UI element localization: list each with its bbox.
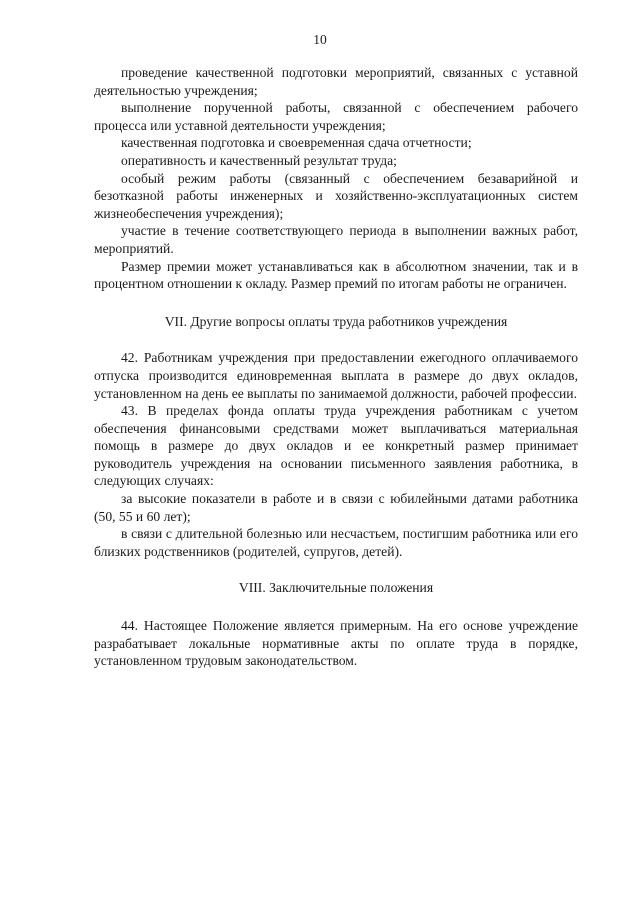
section-8-heading: VIII. Заключительные положения bbox=[238, 580, 434, 596]
paragraph-43-case-2: в связи с длительной болезнью или несчастьем, постигшим работника или его близких родственников (родителей, супругов, детей). bbox=[94, 526, 578, 559]
list-item: особый режим работы (связанный с обеспечением безаварийной и безотказной работы инженерных и хозяйственно-эксплуатационных систем жизнеобеспечения учреждения); bbox=[94, 170, 578, 221]
list-item: оперативность и качественный результат труда; bbox=[121, 152, 397, 168]
section-7-heading: VII. Другие вопросы оплаты труда работников учреждения bbox=[164, 313, 508, 329]
list-item: проведение качественной подготовки мероприятий, связанных с уставной деятельностью учреждения; bbox=[94, 65, 578, 98]
bonus-size-paragraph: Размер премии может устанавливаться как в абсолютном значении, так и в процентном отношении к окладу. Размер премий по итогам работы не ограничен. bbox=[94, 258, 578, 292]
page-number: 10 bbox=[313, 32, 327, 47]
paragraph-44: 44. Настоящее Положение является примерным. На его основе учреждение разрабатывает локальные нормативные акты по оплате труда в порядке, установленном трудовым законодательством. bbox=[94, 618, 578, 669]
list-item: участие в течение соответствующего периода в выполнении важных работ, мероприятий. bbox=[94, 223, 578, 256]
list-item: выполнение порученной работы, связанной с обеспечением рабочего процесса или уставной деятельности учреждения; bbox=[94, 100, 578, 133]
paragraph-43: 43. В пределах фонда оплаты труда учреждения работникам с учетом обеспечения финансовыми средствами может выплачиваться материальная помощь в размере до двух окладов и ее конкретный размер принимает руководитель учреждения на основании письменного заявления работника, в следующих случаях: bbox=[94, 403, 578, 489]
paragraph-42: 42. Работникам учреждения при предоставлении ежегодного оплачиваемого отпуска производится единовременная выплата в размере до двух окладов, установленном на день ее выплаты по занимаемой должности, рабочей профессии. bbox=[94, 350, 578, 401]
list-item: качественная подготовка и своевременная сдача отчетности; bbox=[121, 135, 472, 151]
document-body bbox=[94, 64, 578, 670]
paragraph-43-case-1: за высокие показатели в работе и в связи с юбилейными датами работника (50, 55 и 60 лет); bbox=[94, 491, 578, 524]
